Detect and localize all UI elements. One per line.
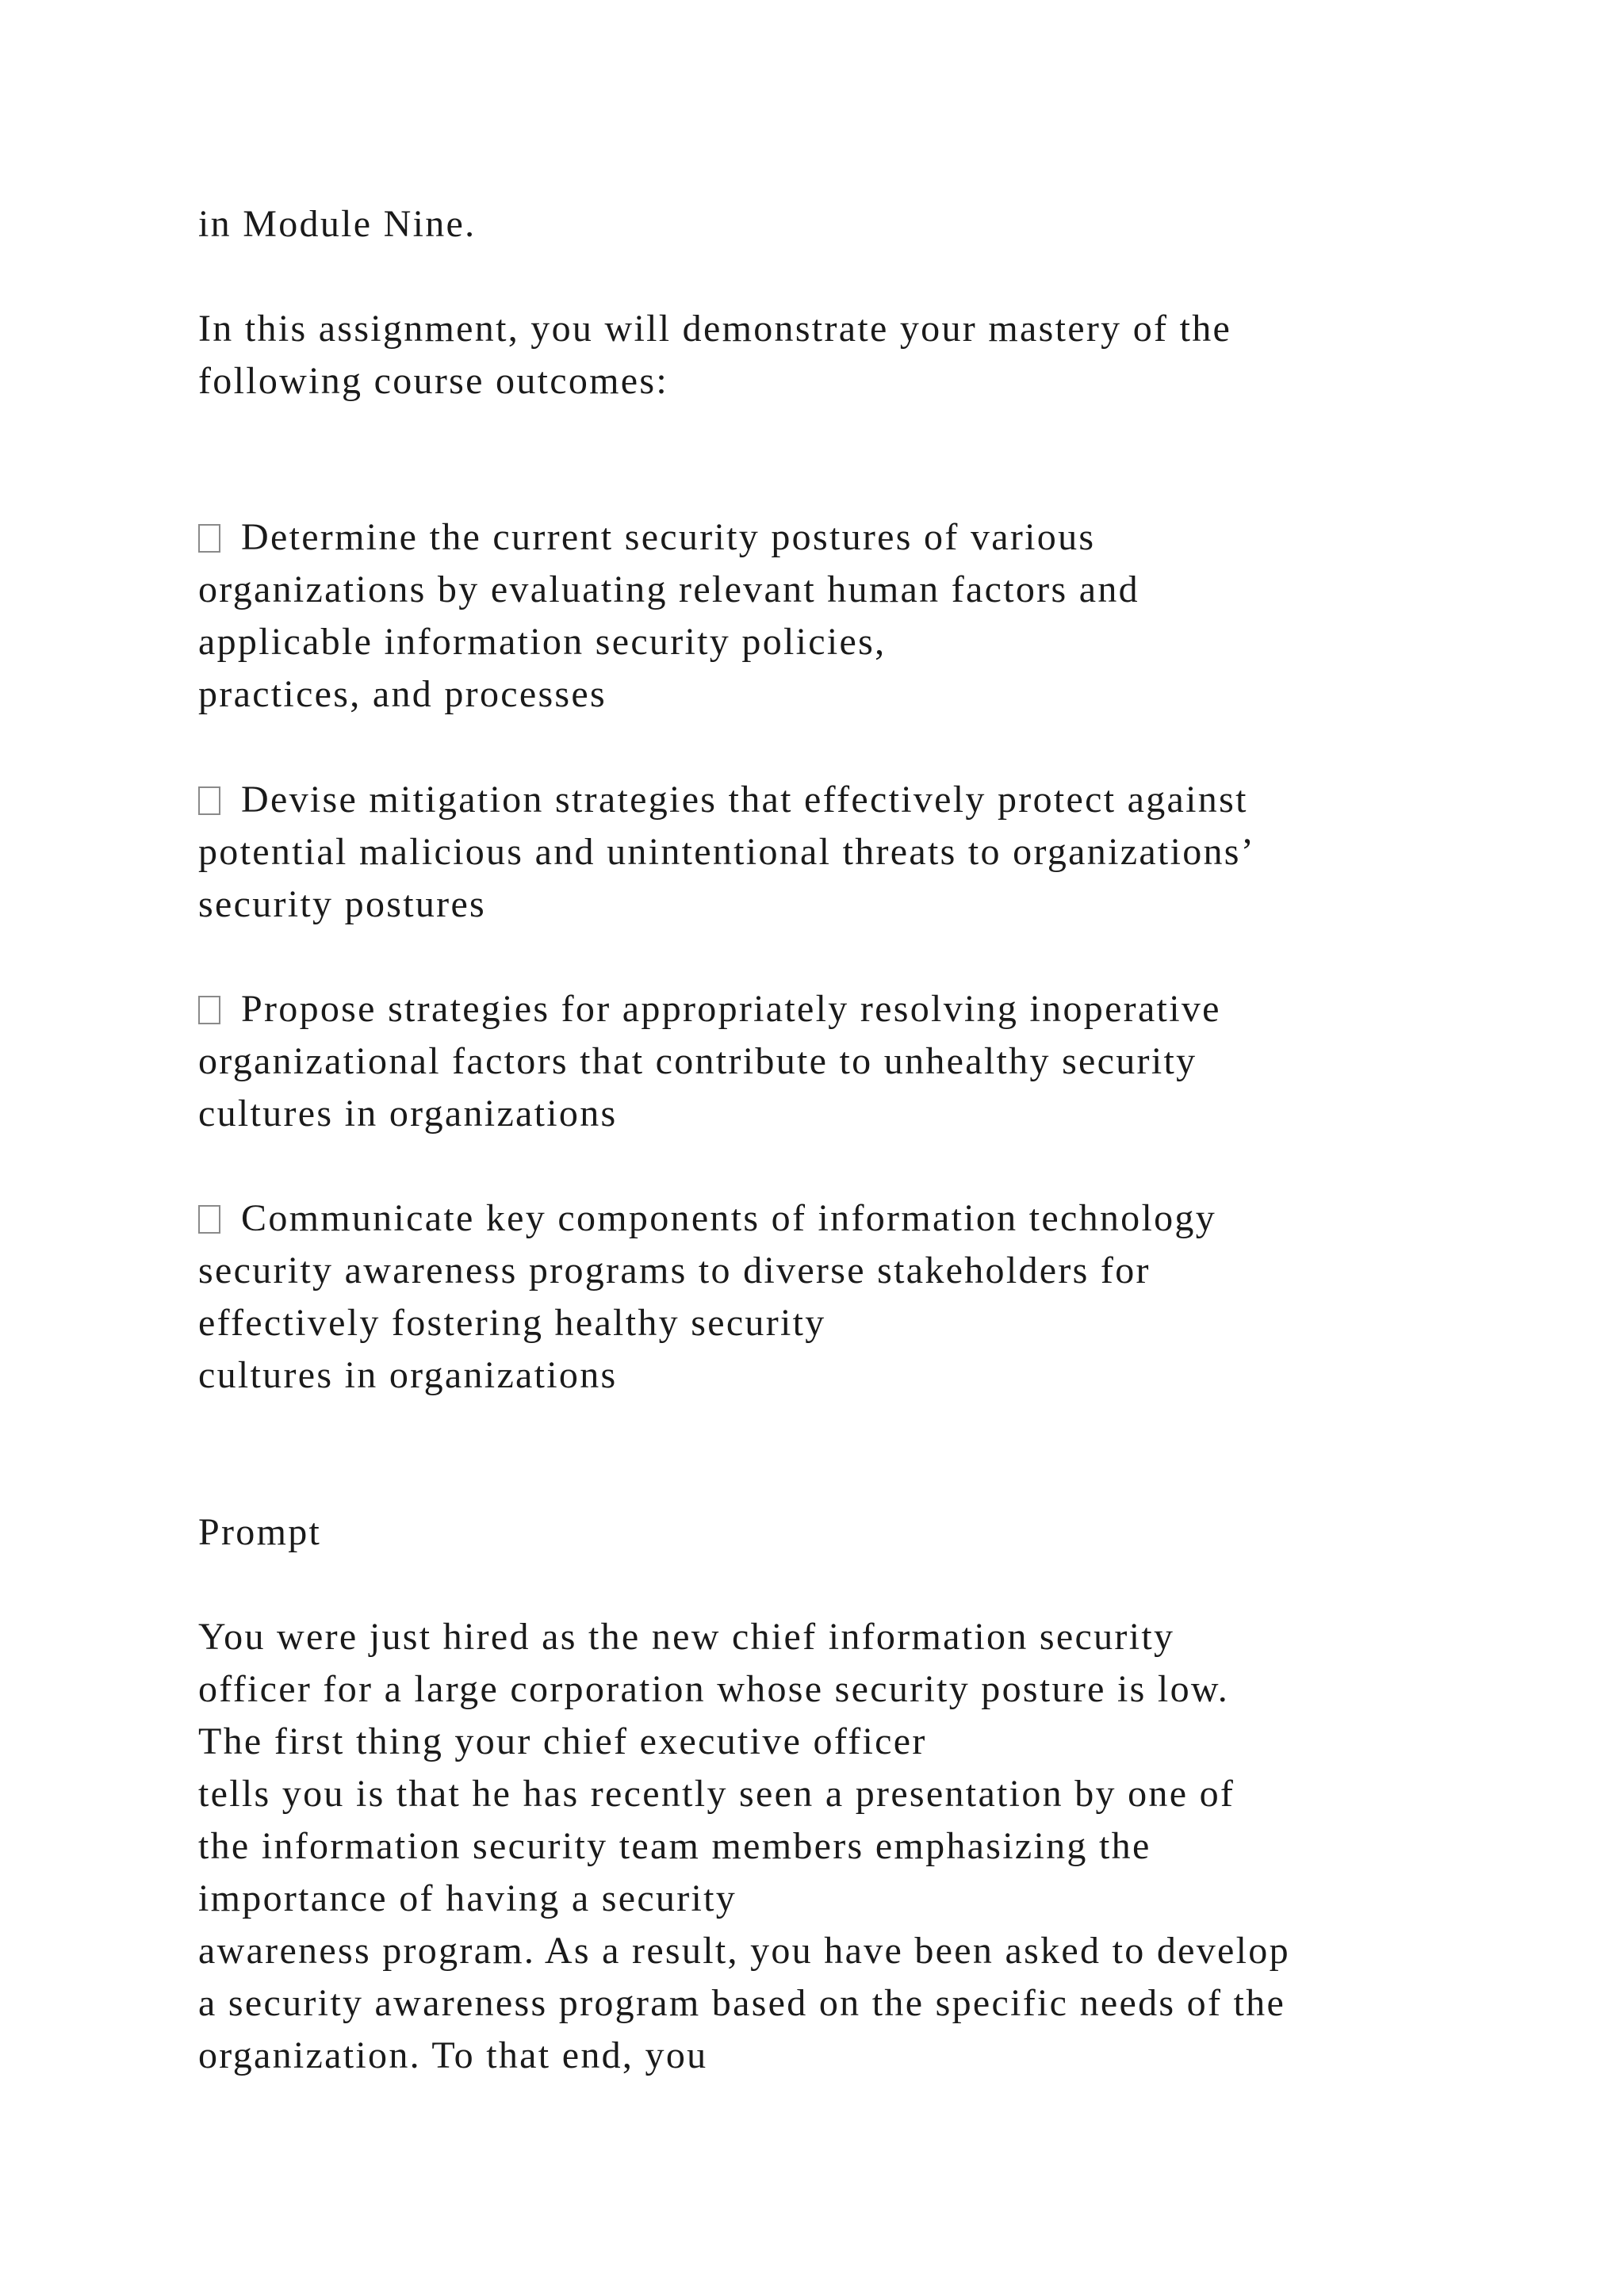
text-line: potential malicious and unintentional threats to organizations’ (198, 831, 1256, 873)
text-line (198, 774, 1546, 826)
missing-glyph-bullet-icon (198, 786, 220, 815)
text-line: security postures (198, 883, 487, 925)
text-line (198, 1192, 1546, 1245)
outcome-item (198, 1192, 1546, 1402)
text-line: the information security team members emphasizing the (198, 1825, 1151, 1867)
missing-glyph-bullet-icon (198, 524, 220, 553)
text-line: importance of having a security (198, 1877, 737, 1919)
outcome-item (198, 983, 1546, 1140)
text-line: You were just hired as the new chief information security (198, 1616, 1175, 1658)
missing-glyph-bullet-icon (198, 1205, 220, 1234)
outcome-text: Communicate key components of information technology (241, 1197, 1217, 1239)
text-line: officer for a large corporation whose security posture is low. (198, 1668, 1230, 1710)
intro-line (198, 198, 1546, 251)
text-line: tells you is that he has recently seen a presentation by one of (198, 1773, 1235, 1815)
text-line: The first thing your chief executive officer (198, 1720, 927, 1762)
prompt-heading (198, 1506, 1546, 1559)
text-line: cultures in organizations (198, 1093, 618, 1135)
text-line: organization. To that end, you (198, 2034, 708, 2076)
intro-paragraph (198, 303, 1546, 408)
text-line: cultures in organizations (198, 1354, 618, 1396)
outcome-item (198, 774, 1546, 931)
text-line: in Module Nine. (198, 203, 477, 245)
outcome-text: Propose strategies for appropriately resolving inoperative (241, 988, 1221, 1030)
text-line: awareness program. As a result, you have been asked to develop (198, 1930, 1290, 1972)
text-line: In this assignment, you will demonstrate your mastery of the (198, 308, 1232, 350)
text-line: effectively fostering healthy security (198, 1302, 826, 1344)
text-line: a security awareness program based on the specific needs of the (198, 1982, 1286, 2024)
text-line (198, 983, 1546, 1035)
outcome-text: Devise mitigation strategies that effectively protect against (241, 779, 1248, 821)
outcome-item (198, 511, 1546, 721)
text-line: security awareness programs to diverse stakeholders for (198, 1249, 1151, 1292)
outcome-text: Determine the current security postures of various (241, 516, 1096, 558)
text-line: following course outcomes: (198, 360, 669, 402)
text-line: organizational factors that contribute to unhealthy security (198, 1040, 1197, 1082)
prompt-paragraph (198, 1611, 1546, 2082)
text-line: practices, and processes (198, 673, 607, 715)
text-line: applicable information security policies, (198, 621, 887, 663)
missing-glyph-bullet-icon (198, 996, 220, 1024)
text-line (198, 511, 1546, 564)
text-line: organizations by evaluating relevant human factors and (198, 568, 1139, 610)
section-heading: Prompt (198, 1511, 322, 1553)
